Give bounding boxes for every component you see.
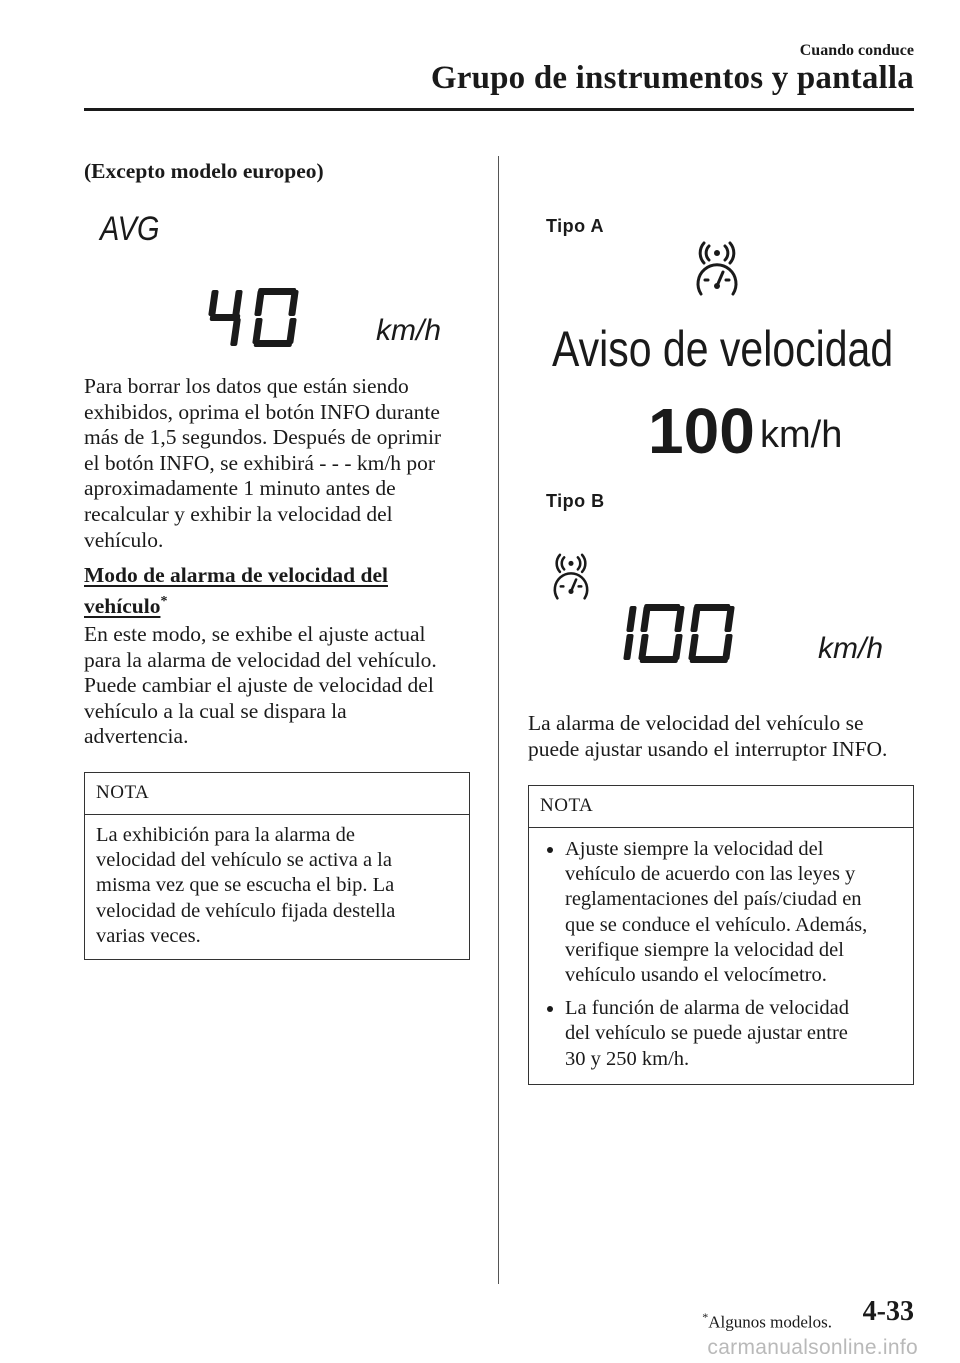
tipo-b-label: Tipo B — [546, 491, 605, 511]
text-line: La exhibición para la alarma de — [96, 824, 355, 846]
avg-speed-display — [84, 200, 484, 360]
text-line: el botón INFO, se exhibirá - - - km/h por — [84, 450, 436, 475]
text-line: Puede cambiar el ajuste de velocidad del — [84, 673, 434, 698]
text-line: del vehículo se puede ajustar entre — [565, 1022, 848, 1045]
speed-warning-text: Aviso de velocidad — [552, 321, 894, 377]
header-section-label: Cuando conduce — [799, 42, 914, 59]
watermark: carmanualsonline.info — [707, 1336, 918, 1359]
text-line: puede ajustar usando el interruptor INFO. — [528, 736, 888, 761]
text-line: advertencia. — [84, 724, 189, 749]
text-line: vehículo usando el velocímetro. — [565, 964, 827, 987]
text-line: velocidad de vehículo fijada destella — [96, 899, 396, 922]
avg-label: AVG — [100, 210, 160, 248]
segment-value — [204, 288, 304, 346]
section-heading-line-2: vehículo — [84, 593, 161, 618]
text-line: aproximadamente 1 minuto antes de — [84, 476, 396, 501]
bullet-icon — [547, 847, 553, 853]
page-number: 4-33 — [862, 1296, 914, 1327]
segment-value-text — [204, 288, 205, 289]
speed-alarm-icon — [548, 552, 594, 602]
section-heading — [84, 563, 388, 619]
text-line: La alarma de velocidad del vehículo se — [528, 711, 864, 735]
some-models-mark: * — [160, 593, 168, 609]
text-line: La función de alarma de velocidad — [565, 997, 850, 1020]
text-line: 30 y 250 km/h. — [565, 1047, 690, 1070]
tipo-a-unit: km/h — [760, 414, 843, 456]
segment-value — [620, 604, 732, 662]
text-line: misma vez que se escucha el bip. La — [96, 874, 395, 897]
footer-note — [702, 1310, 832, 1333]
text-line: que se conduce el vehículo. Además, — [565, 913, 868, 936]
right-paragraph — [528, 711, 928, 762]
left-paragraph-2 — [84, 622, 484, 750]
text-line: más de 1,5 segundos. Después de oprimir — [84, 425, 442, 450]
text-line: reglamentaciones del país/ciudad en — [565, 888, 862, 911]
right-note-box — [528, 785, 914, 1085]
note-bullet — [539, 996, 903, 1072]
text-line: vehículo de acuerdo con las leyes y — [565, 863, 856, 886]
segment-value-text — [620, 604, 621, 605]
note-bullet — [539, 837, 903, 988]
text-line: exhibidos, oprima el botón INFO durante — [84, 399, 440, 424]
footer-mark: * — [702, 1310, 709, 1324]
text-line: verifique siempre la velocidad del — [565, 938, 844, 961]
note-heading: NOTA — [85, 773, 469, 815]
note-body — [85, 815, 469, 949]
footer-note-text: Algunos modelos. — [708, 1312, 832, 1332]
section-heading-line-1: Modo de alarma de velocidad del — [84, 563, 388, 587]
left-paragraph-1 — [84, 374, 484, 553]
text-line: Para borrar los datos que están siendo — [84, 374, 409, 398]
tipo-a-label: Tipo A — [546, 216, 604, 236]
header-rule — [84, 108, 914, 111]
text-line: para la alarma de velocidad del vehículo. — [84, 647, 437, 672]
page-title: Grupo de instrumentos y pantalla — [430, 60, 914, 96]
text-line: En este modo, se exhibe el ajuste actual — [84, 622, 426, 646]
column-divider — [498, 156, 499, 1284]
speed-alarm-icon — [690, 240, 744, 298]
text-line: Ajuste siempre la velocidad del — [565, 838, 824, 860]
text-line: velocidad del vehículo se activa a la — [96, 849, 392, 872]
tipo-b-unit: km/h — [818, 632, 884, 665]
bullet-icon — [547, 1006, 553, 1012]
left-note-box — [84, 772, 470, 960]
text-line: vehículo. — [84, 527, 164, 552]
left-subheading: (Excepto modelo europeo) — [84, 159, 324, 183]
text-line: vehículo a la cual se dispara la — [84, 698, 347, 723]
text-line: recalcular y exhibir la velocidad del — [84, 501, 393, 526]
note-body — [529, 828, 913, 1072]
tipo-a-value: 100 — [648, 395, 755, 467]
note-heading: NOTA — [529, 786, 913, 828]
text-line: varias veces. — [96, 924, 201, 947]
avg-unit: km/h — [376, 314, 442, 347]
